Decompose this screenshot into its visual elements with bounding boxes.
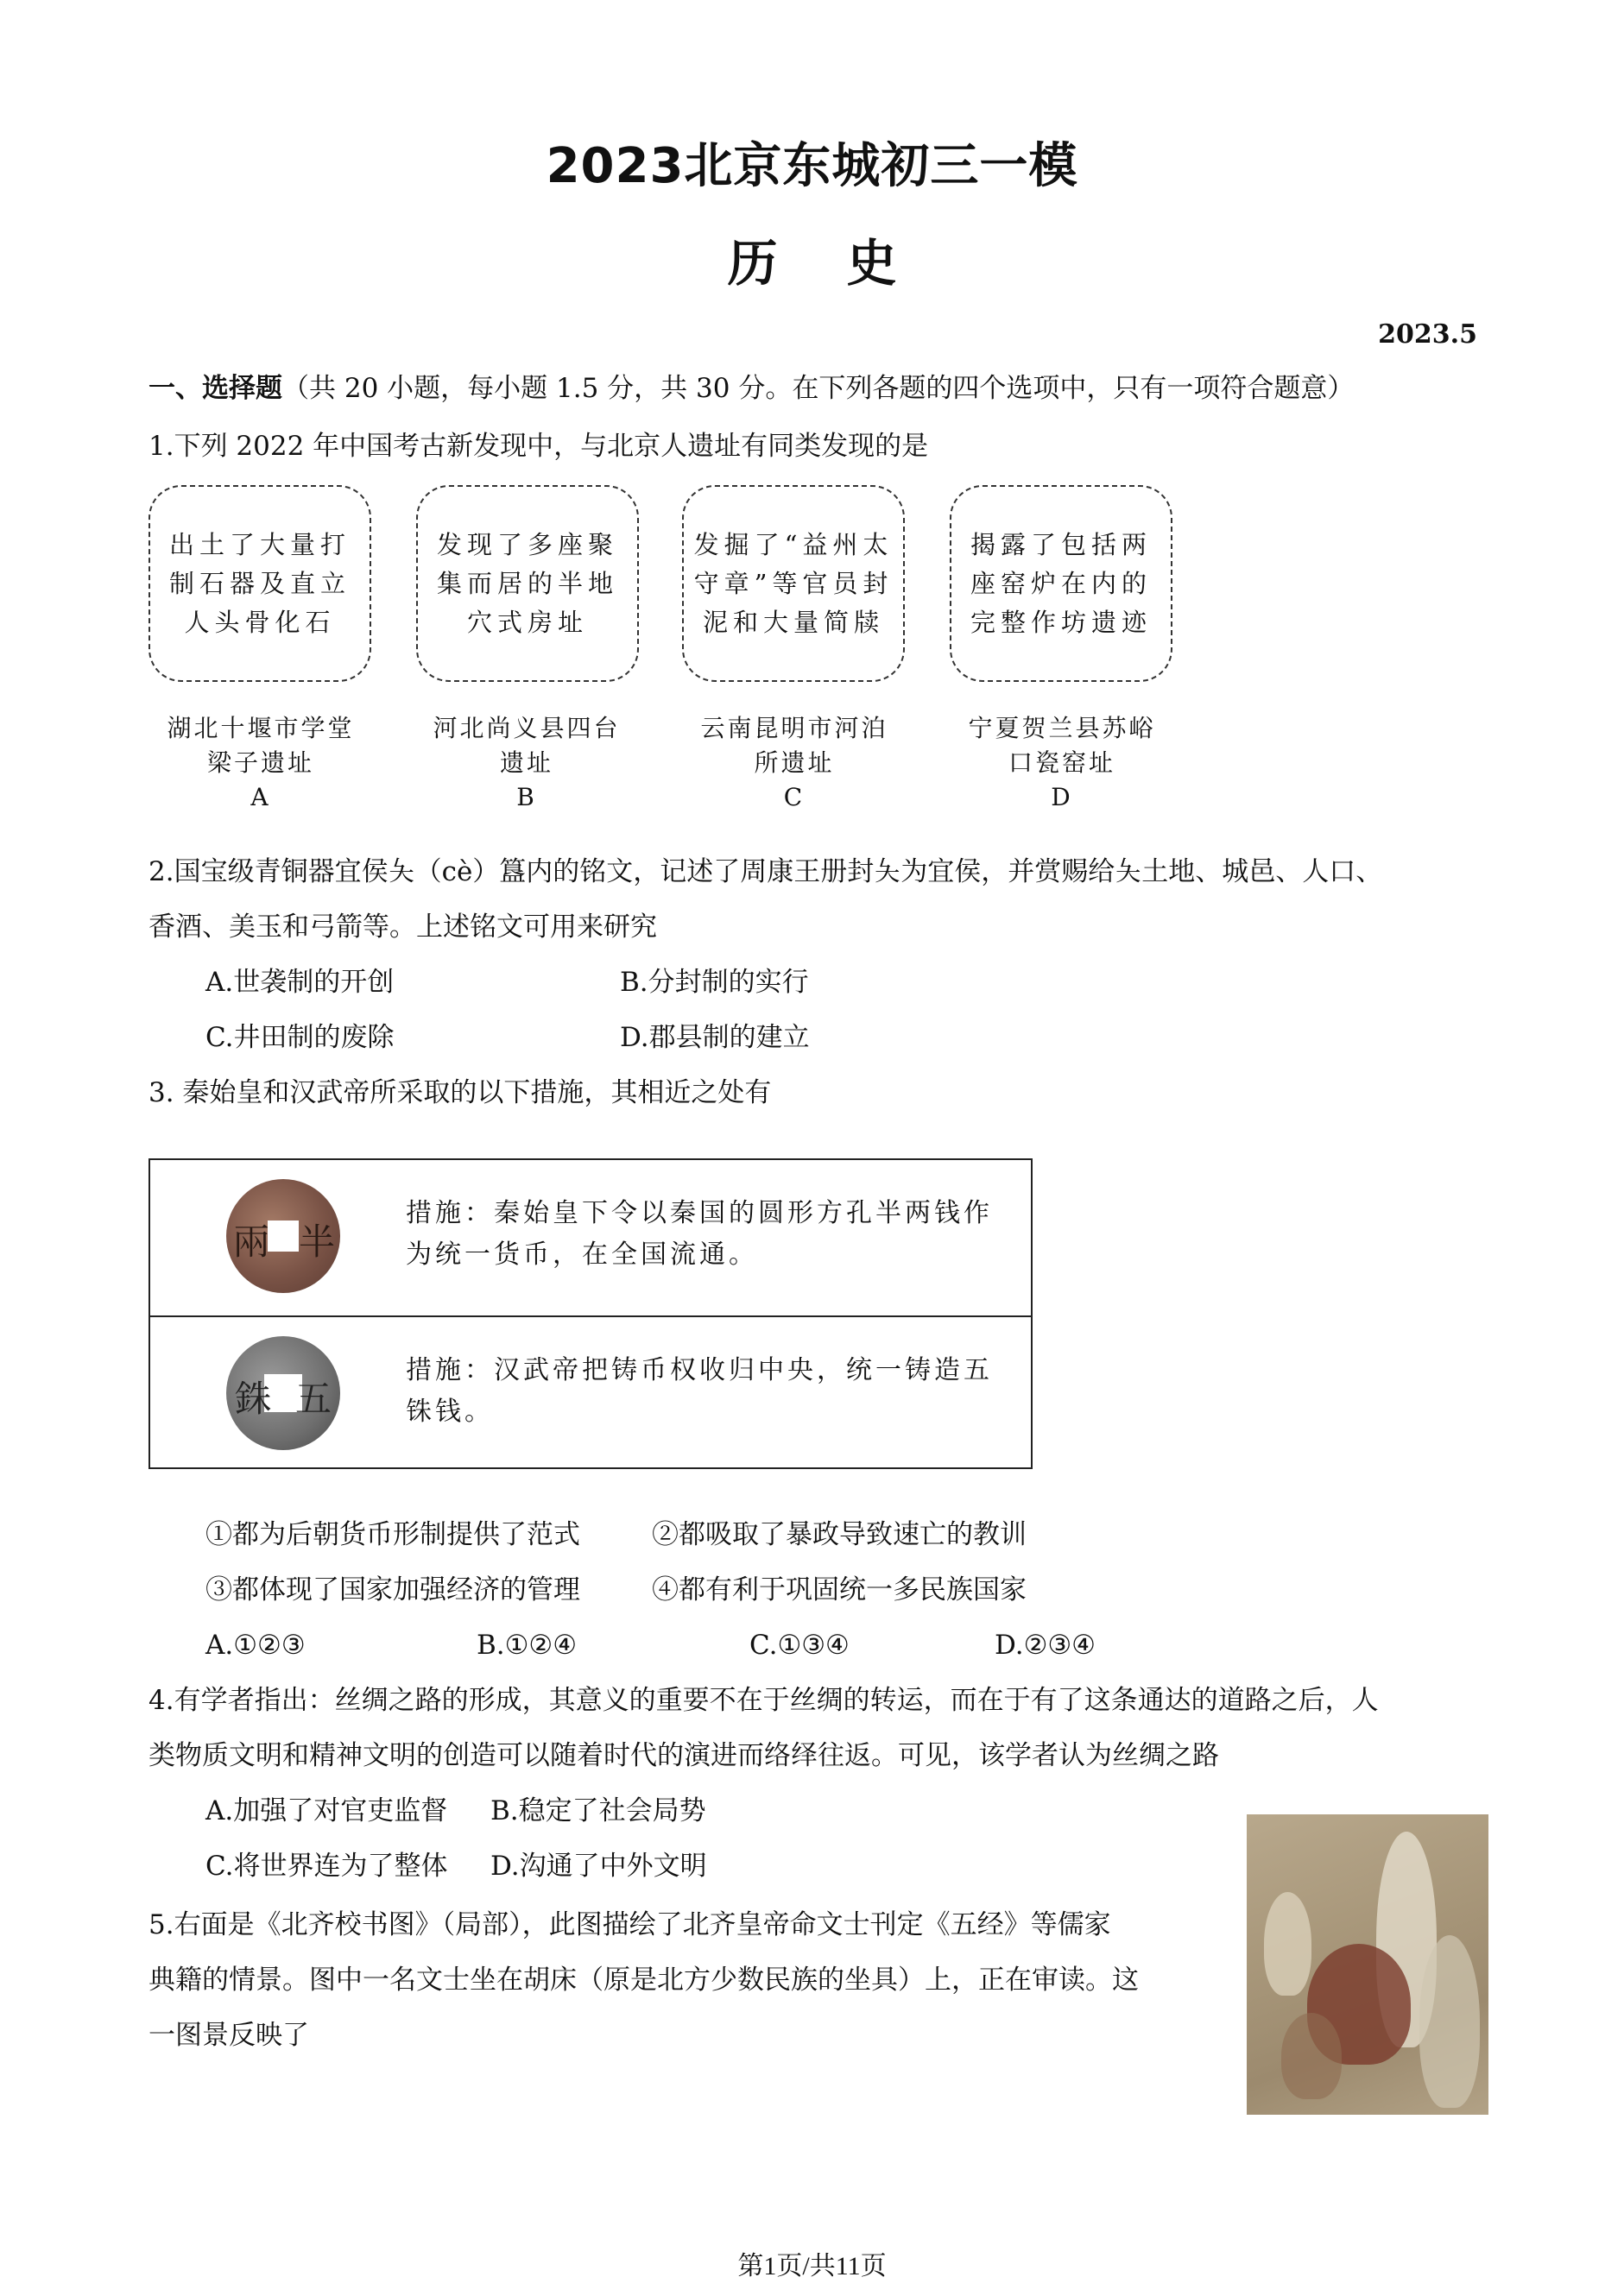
q3-option-c: C.①③④	[749, 1630, 850, 1661]
subject-title: 历史	[727, 234, 966, 293]
q1-label-a-letter: A	[250, 783, 271, 811]
exam-date: 2023.5	[1378, 319, 1477, 350]
coin1-glyph-right: 半	[298, 1221, 335, 1263]
q1-label-b-letter: B	[516, 783, 537, 811]
q5-stem-line1: 5.右面是《北齐校书图》（局部），此图描绘了北齐皇帝命文士刊定《五经》等儒家	[148, 1909, 1111, 1940]
q1-box-d	[950, 485, 1172, 682]
section-instruction: （共 20 小题，每小题 1.5 分，共 30 分。在下列各题的四个选项中，只有一项符合题意）	[282, 373, 1355, 404]
coin-hole	[268, 1221, 299, 1252]
coin1-glyph-left: 兩	[233, 1221, 270, 1263]
q3-row1-text: 措施：秦始皇下令以秦国的圆形方孔半两钱作为统一货币，在全国流通。	[406, 1198, 993, 1270]
q3-row-han	[150, 1315, 1031, 1471]
q1-label-a	[131, 711, 390, 815]
q3-statement-1: ①都为后朝货币形制提供了范式	[205, 1519, 580, 1550]
q1-box-a	[148, 485, 371, 682]
q1-label-c	[665, 711, 924, 815]
q1-label-b	[397, 711, 656, 815]
q2-stem-line1: 2.国宝级青铜器宜侯夨（cè）簋内的铭文，记述了周康王册封夨为宜侯，并赏赐给夨土地、城邑、人口、	[148, 856, 1383, 887]
coin2-glyph-right: 五	[294, 1378, 332, 1420]
q4-stem-line2: 类物质文明和精神文明的创造可以随着时代的演进而络绎往返。可见，该学者认为丝绸之路	[148, 1740, 1219, 1771]
painting-figure-servant	[1281, 2013, 1342, 2099]
q2-option-d: D.郡县制的建立	[620, 1022, 810, 1053]
q3-statement-3: ③都体现了国家加强经济的管理	[205, 1574, 580, 1605]
q3-stem: 3. 秦始皇和汉武帝所采取的以下措施，其相近之处有	[148, 1077, 772, 1108]
q1-box-c	[682, 485, 905, 682]
q1-box-a-text: 出土了大量打制石器及直立人头骨化石	[168, 529, 351, 637]
q3-row-qin	[150, 1160, 1031, 1314]
q1-box-b-text: 发现了多座聚集而居的半地穴式房址	[436, 529, 618, 637]
q1-label-d-letter: D	[1051, 783, 1073, 811]
q1-label-d-place: 宁夏贺兰县苏峪口瓷窑址	[968, 714, 1156, 777]
painting-figure-left	[1264, 1892, 1311, 1996]
q1-box-c-text: 发掘了“益州太守章”等官员封泥和大量简牍	[693, 529, 894, 637]
q1-stem: 1.下列 2022 年中国考古新发现中，与北京人遗址有同类发现的是	[148, 431, 929, 462]
beiqi-jiaoshu-painting-image	[1247, 1814, 1488, 2115]
q1-label-a-place: 湖北十堰市学堂梁子遗址	[167, 714, 355, 777]
q1-box-d-text: 揭露了包括两座窑炉在内的完整作坊遗迹	[970, 529, 1152, 637]
banliang-coin-image	[226, 1179, 340, 1293]
q1-box-b	[416, 485, 639, 682]
q3-row2-text: 措施：汉武帝把铸币权收归中央，统一铸造五铢钱。	[406, 1355, 993, 1427]
q1-label-c-place: 云南昆明市河泊所遗址	[700, 714, 888, 777]
painting-figure-right	[1419, 1935, 1480, 2108]
q4-option-a: A.加强了对官吏监督	[205, 1795, 448, 1826]
q1-label-c-letter: C	[783, 783, 806, 811]
q3-statement-2: ②都吸取了暴政导致速亡的教训	[652, 1519, 1027, 1550]
q1-label-d	[932, 711, 1191, 815]
q2-option-c: C.井田制的废除	[205, 1022, 395, 1053]
q5-stem-line2: 典籍的情景。图中一名文士坐在胡床（原是北方少数民族的坐具）上，正在审读。这	[148, 1965, 1139, 1996]
q3-measures-table	[148, 1158, 1033, 1469]
q4-option-c: C.将世界连为了整体	[205, 1851, 448, 1882]
q3-option-b: B.①②④	[477, 1630, 578, 1661]
q3-option-d: D.②③④	[995, 1630, 1096, 1661]
q2-option-b: B.分封制的实行	[620, 967, 809, 998]
coin2-glyph-left: 銖	[235, 1378, 272, 1420]
q4-option-d: D.沟通了中外文明	[490, 1851, 707, 1882]
q4-option-b: B.稳定了社会局势	[490, 1795, 706, 1826]
q5-stem-line3: 一图景反映了	[148, 2020, 309, 2051]
q1-label-b-place: 河北尚义县四台遗址	[433, 714, 621, 777]
section-heading-line	[148, 371, 1354, 406]
page-number: 第1页/共11页	[737, 2252, 887, 2280]
wuzhu-coin-image	[226, 1336, 340, 1450]
section-heading: 一、选择题	[148, 373, 282, 404]
q2-option-a: A.世袭制的开创	[205, 967, 395, 998]
q2-stem-line2: 香酒、美玉和弓箭等。上述铭文可用来研究	[148, 911, 657, 943]
q3-option-a: A.①②③	[205, 1630, 306, 1661]
exam-title: 2023北京东城初三一模	[546, 138, 1078, 194]
q3-statement-4: ④都有利于巩固统一多民族国家	[652, 1574, 1027, 1605]
q4-stem-line1: 4.有学者指出：丝绸之路的形成，其意义的重要不在于丝绸的转运，而在于有了这条通达的道路之后，人	[148, 1685, 1379, 1716]
